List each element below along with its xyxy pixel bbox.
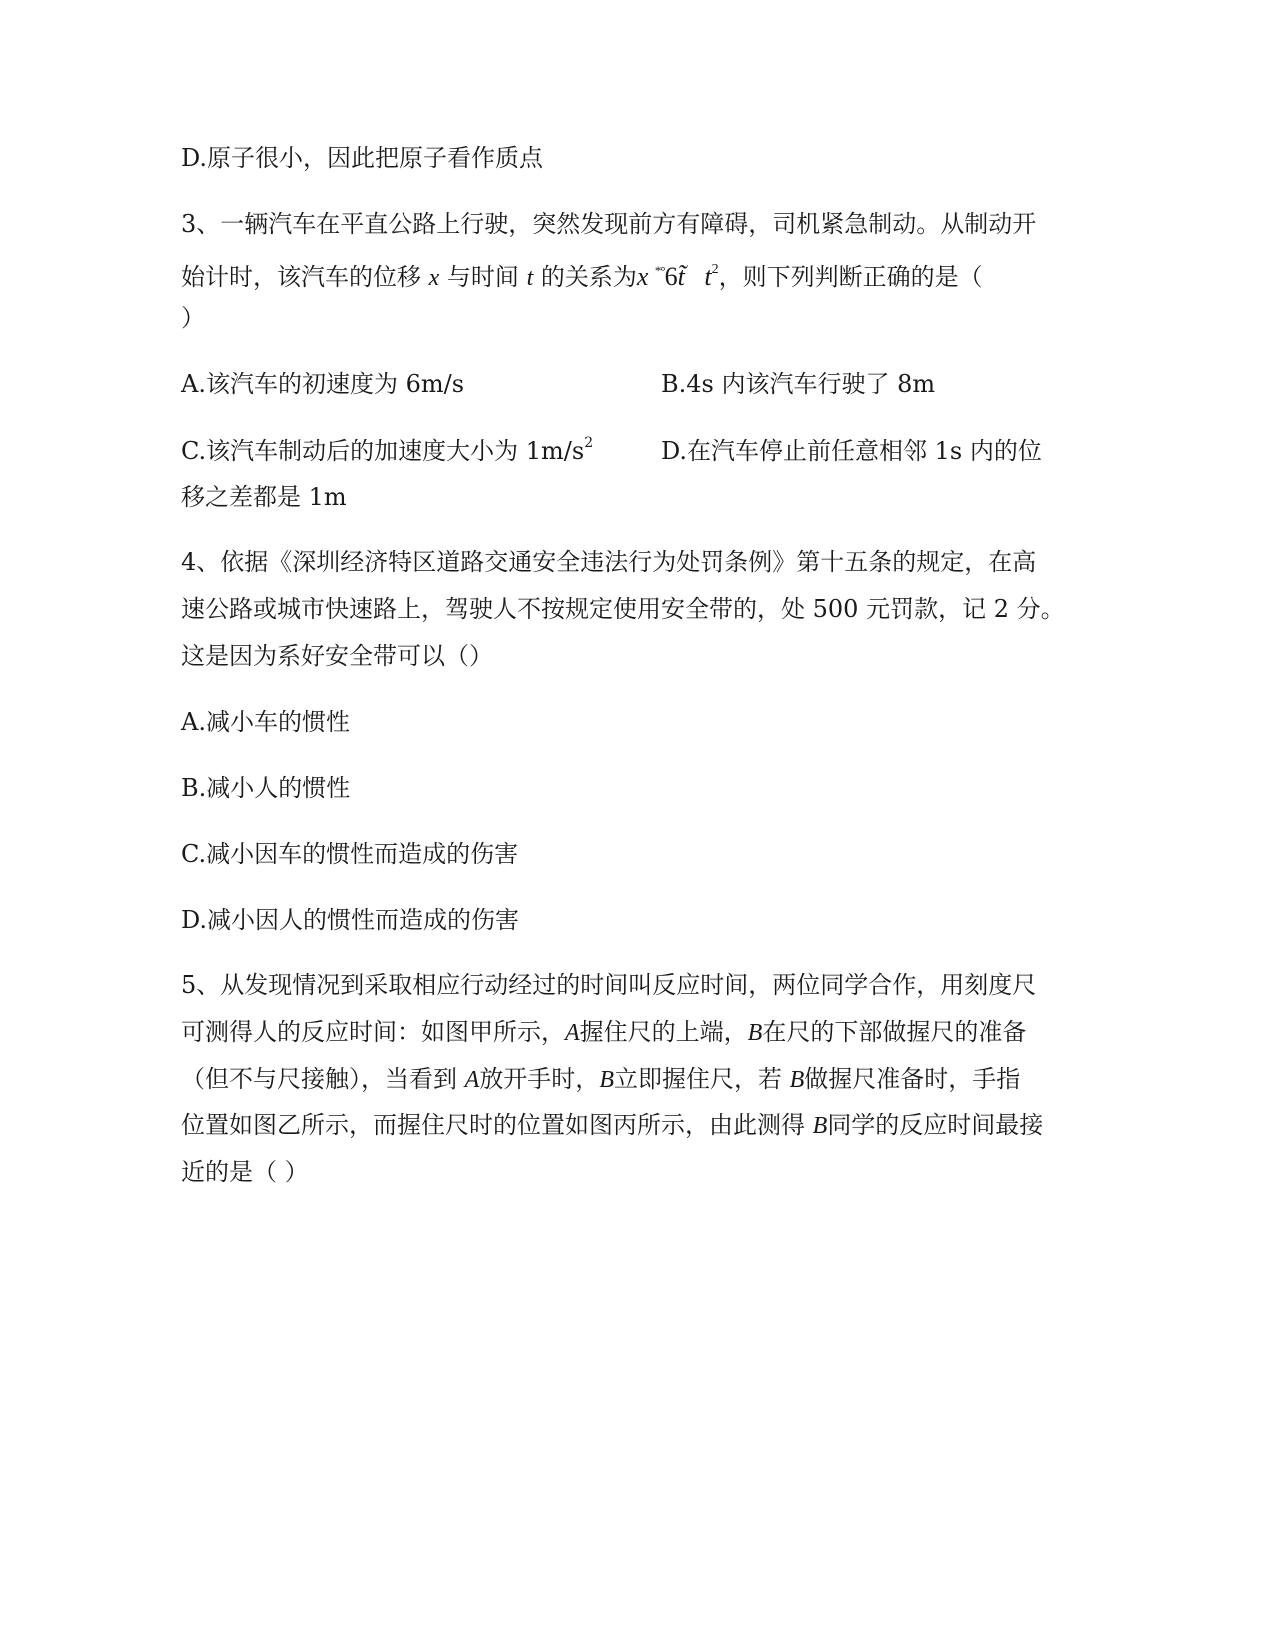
q5-stem-line2 [181, 1017, 1026, 1047]
q4-stem-line3: 这是因为系好安全带可以（） [181, 642, 493, 670]
q3-stem-text: 的关系为 [533, 263, 637, 291]
q5-stem-text: 可测得人的反应时间：如图甲所示， [181, 1018, 565, 1046]
var-t: t [526, 265, 534, 291]
q2-option-d: D.原子很小，因此把原子看作质点 [181, 144, 544, 172]
q4-option-d: D.减小因人的惯性而造成的伤害 [181, 906, 520, 934]
q4-stem-line2: 速公路或城市快速路上，驾驶人不按规定使用安全带的，处 500 元罚款，记 2 分。 [181, 595, 1065, 623]
q5-stem-text: 做握尺准备时，手指 [804, 1065, 1021, 1093]
formula-exponent: 2 [711, 262, 719, 277]
q4-option-c: C.减小因车的惯性而造成的伤害 [181, 840, 519, 868]
q3-option-d-line1: D.在汽车停止前任意相邻 1s 内的位 [661, 437, 1042, 465]
var-B: B [747, 1020, 763, 1046]
q3-stem-text: 始计时，该汽车的位移 [181, 263, 429, 291]
q3-stem-line3: ） [181, 304, 205, 332]
q3-option-a: A.该汽车的初速度为 6m/s [181, 370, 465, 398]
q5-stem-line1: 5、从发现情况到采取相应行动经过的时间叫反应时间，两位同学合作，用刻度尺 [181, 971, 1037, 999]
q5-stem-text: 立即握住尺，若 [613, 1065, 790, 1093]
formula-t-linear: t̃ [677, 262, 685, 291]
formula-t-square: t [704, 262, 712, 291]
motion-formula [637, 262, 719, 291]
q3-option-d-line2: 移之差都是 1m [181, 483, 347, 511]
var-A: A [464, 1067, 480, 1093]
q4-option-a: A.减小车的惯性 [181, 708, 350, 736]
q5-stem-text: 同学的反应时间最接 [827, 1111, 1044, 1139]
formula-x: x [636, 262, 649, 291]
q5-stem-text: 放开手时， [479, 1065, 600, 1093]
q5-stem-text: 位置如图乙所示，而握住尺时的位置如图丙所示，由此测得 [181, 1111, 813, 1139]
q3-stem-text: ，则下列判断正确的是（ [718, 263, 983, 291]
q3-stem-line2 [181, 256, 983, 291]
var-B: B [812, 1113, 828, 1139]
q3-option-c-exponent: 2 [584, 435, 594, 451]
q5-stem-line3 [181, 1064, 1020, 1094]
q5-stem-line4 [181, 1110, 1043, 1140]
q5-stem-text: （但不与尺接触），当看到 [181, 1065, 465, 1093]
var-x: x [428, 265, 440, 291]
q3-option-b: B.4s 内该汽车行驶了 8m [661, 370, 936, 398]
var-B: B [789, 1067, 805, 1093]
q5-stem-text: 在尺的下部做握尺的准备 [762, 1018, 1027, 1046]
q3-option-c [181, 436, 593, 466]
q3-option-c-text: C.该汽车制动后的加速度大小为 1m/s [181, 437, 585, 465]
q3-stem-text: 与时间 [439, 263, 527, 291]
formula-coefficient: 6 [664, 262, 678, 291]
q3-stem-line1: 3、一辆汽车在平直公路上行驶，突然发现前方有障碍，司机紧急制动。从制动开 [181, 210, 1037, 238]
q5-stem-line5: 近的是（ ） [181, 1158, 309, 1186]
q5-stem-text: 握住尺的上端， [579, 1018, 748, 1046]
formula-symbol: *° [654, 263, 665, 278]
q4-option-b: B.减小人的惯性 [181, 774, 351, 802]
var-B: B [599, 1067, 614, 1093]
q4-stem-line1: 4、依据《深圳经济特区道路交通安全违法行为处罚条例》第十五条的规定，在高 [181, 548, 1037, 576]
var-A: A [565, 1020, 580, 1046]
